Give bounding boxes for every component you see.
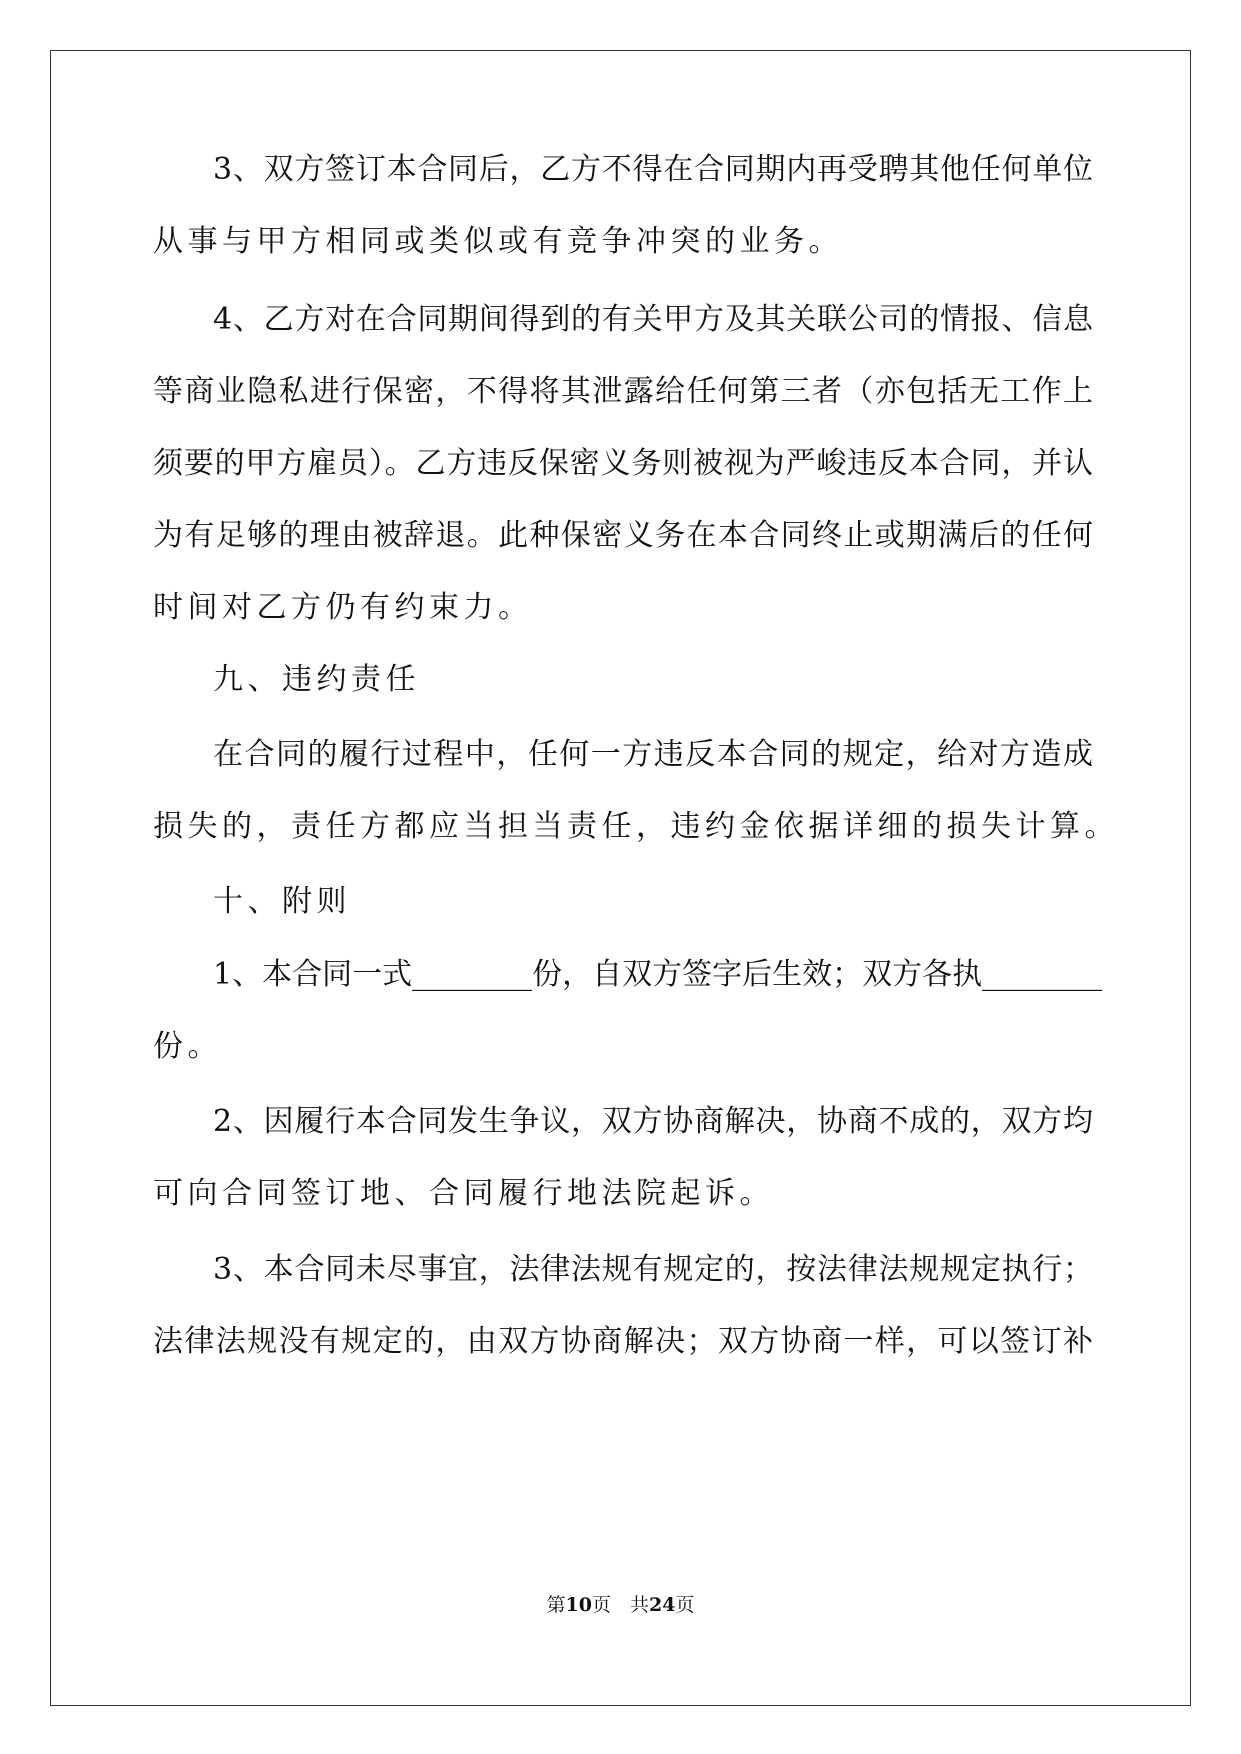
paragraph-line: 可向合同签订地、合同履行地法院起诉。 xyxy=(153,1176,774,1211)
paragraph-line: 在合同的履行过程中，任何一方违反本合同的规定，给对方造成 xyxy=(213,737,1093,772)
paragraph-line: 2、因履行本合同发生争议，双方协商解决，协商不成的，双方均 xyxy=(213,1104,1093,1139)
footer-prefix: 第 xyxy=(546,1594,566,1616)
paragraph-line: 3、本合同未尽事宜，法律法规有规定的，按法律法规规定执行； xyxy=(213,1252,1093,1287)
paragraph-line: 1、本合同一式________份，自双方签字后生效；双方各执________ xyxy=(213,957,1103,992)
paragraph-line: 时间对乙方仍有约束力。 xyxy=(153,590,533,625)
paragraph-line: 为有足够的理由被辞退。此种保密义务在本合同终止或期满后的任何 xyxy=(153,518,1093,553)
section-heading: 十、附则 xyxy=(213,884,351,919)
page-border xyxy=(50,50,1191,1706)
current-page-number: 10 xyxy=(565,1594,592,1616)
paragraph-line: 须要的甲方雇员）。乙方违反保密义务则被视为严峻违反本合同，并认 xyxy=(153,446,1093,481)
paragraph-line: 法律法规没有规定的，由双方协商解决；双方协商一样，可以签订补 xyxy=(153,1324,1093,1359)
paragraph-line: 3、双方签订本合同后，乙方不得在合同期内再受聘其他任何单位 xyxy=(213,152,1093,187)
footer-suffix: 页 xyxy=(675,1594,695,1616)
page-footer xyxy=(0,1593,1241,1617)
section-heading: 九、违约责任 xyxy=(213,662,420,697)
paragraph-line: 等商业隐私进行保密，不得将其泄露给任何第三者（亦包括无工作上 xyxy=(153,374,1093,409)
paragraph-line: 损失的，责任方都应当担当责任，违约金依据详细的损失计算。 xyxy=(153,809,1119,844)
total-page-number: 24 xyxy=(649,1594,676,1616)
paragraph-line: 份。 xyxy=(153,1029,222,1064)
footer-middle: 页 共 xyxy=(591,1594,649,1616)
paragraph-line: 4、乙方对在合同期间得到的有关甲方及其关联公司的情报、信息 xyxy=(213,302,1093,337)
paragraph-line: 从事与甲方相同或类似或有竞争冲突的业务。 xyxy=(153,224,843,259)
